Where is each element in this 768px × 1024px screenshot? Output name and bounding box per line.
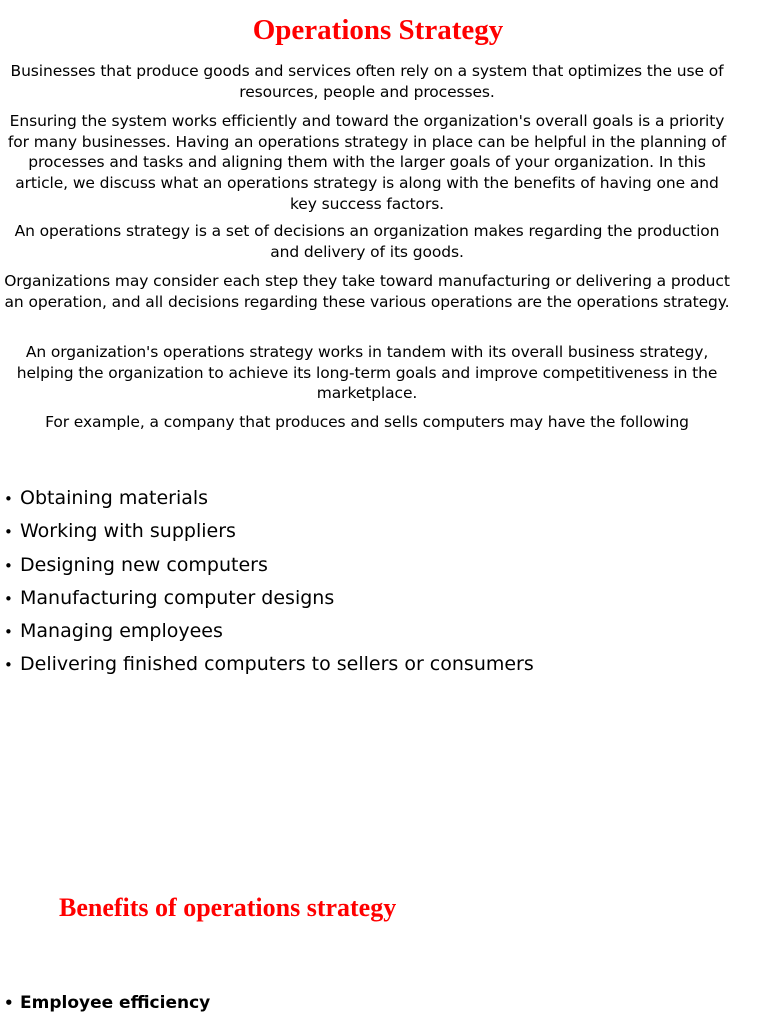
bullet-icon: • [4, 523, 13, 542]
bullet-icon: • [4, 490, 13, 508]
bullet-icon: • [4, 589, 13, 608]
list-item-label: Manufacturing computer designs [20, 586, 335, 609]
bullet-icon: • [4, 556, 13, 575]
intro-paragraph: Businesses that produce goods and services often rely on a system that optimizes the use of resources, people and processes. [10, 62, 724, 101]
operations-paragraph: Organizations may consider each step they take toward manufacturing or delivering a product an operation, and all decisions regarding these various operations are the operations strategy. [4, 272, 730, 311]
definition-paragraph: An operations strategy is a set of decisions an organization makes regarding the production and delivery of its goods. [14, 222, 720, 261]
list-item [4, 582, 534, 615]
list-item [4, 482, 534, 515]
page-title: Operations Strategy [252, 14, 504, 46]
list-item [4, 615, 534, 648]
list-item-label: Obtaining materials [20, 487, 209, 509]
example-paragraph: For example, a company that produces and sells computers may have the following [45, 413, 689, 431]
list-item-label: Designing new computers [20, 553, 268, 576]
list-item [4, 648, 534, 681]
operations-list [4, 482, 534, 682]
list-item [4, 515, 534, 548]
bullet-icon: • [4, 656, 13, 675]
tandem-paragraph: An organization's operations strategy works in tandem with its overall business strategy, helping the organization to achieve its long-term goals and improve competitiveness in the marketplace. [16, 343, 718, 403]
list-item-label: Working with suppliers [20, 520, 236, 543]
priority-paragraph: Ensuring the system works efficiently and toward the organization's overall goals is a priority for many businesses. Having an operations strategy in place can be helpful in the planning of processes and tasks and aligning them with the larger goals of your organization. In this article, we discuss what an operations strategy is along with the benefits of having one and key success factors. [7, 112, 727, 213]
list-item-label: Delivering finished computers to sellers or consumers [20, 653, 534, 676]
list-item-label: Employee efficiency [20, 993, 211, 1013]
benefits-heading: Benefits of operations strategy [59, 893, 397, 922]
list-item-label: Managing employees [20, 620, 223, 643]
benefits-list [4, 990, 210, 1016]
bullet-icon: • [4, 623, 13, 642]
list-item [4, 990, 210, 1016]
bullet-icon: • [4, 994, 14, 1012]
list-item [4, 549, 534, 582]
